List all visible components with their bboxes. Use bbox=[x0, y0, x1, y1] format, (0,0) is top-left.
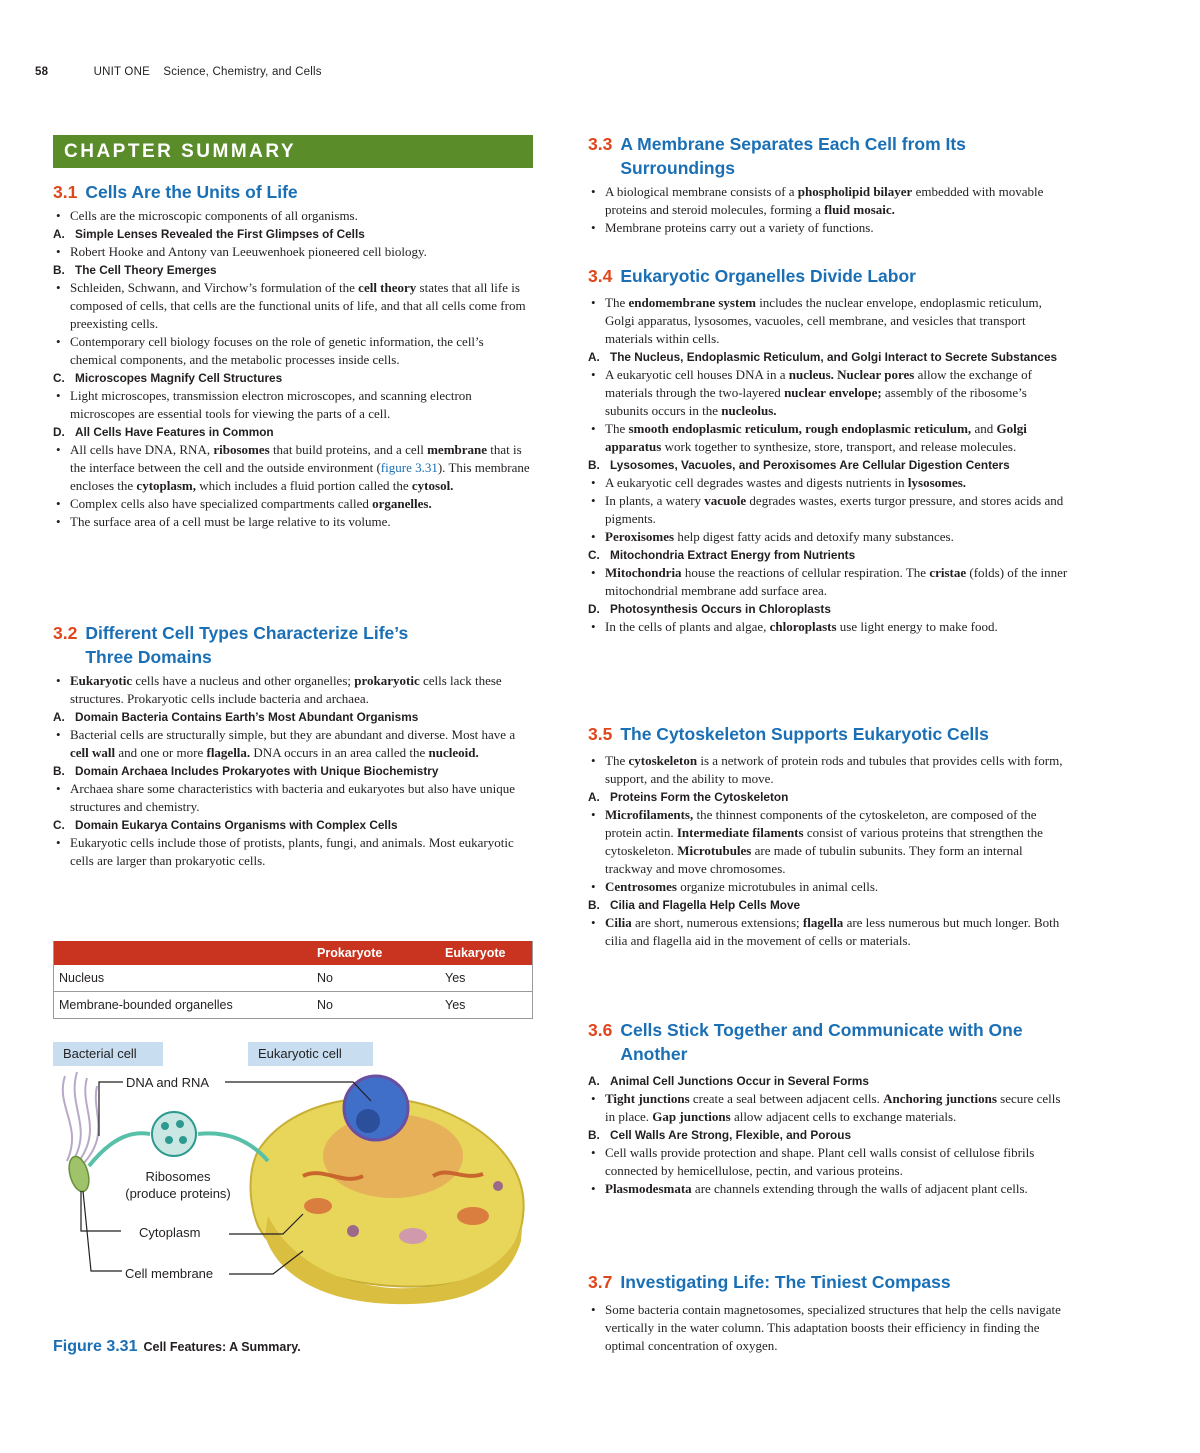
subheading: D. Photosynthesis Occurs in Chloroplasts bbox=[588, 602, 831, 616]
subheading: C. Mitochondria Extract Energy from Nutrients bbox=[588, 548, 856, 562]
section-heading bbox=[588, 264, 1070, 288]
bullet: • Eukaryotic cells include those of protists, plants, fungi, and animals. Most eukaryotic cells are larger than prokaryotic cells. bbox=[53, 834, 533, 870]
subheading: A. The Nucleus, Endoplasmic Reticulum, and Golgi Interact to Secrete Substances bbox=[588, 350, 1058, 364]
bullet: • In the cells of plants and algae, chloroplasts use light energy to make food. bbox=[588, 618, 1070, 636]
subheading: A. Proteins Form the Cytoskeleton bbox=[588, 790, 789, 804]
bullet: • Eukaryotic cells have a nucleus and other organelles; prokaryotic cells lack these structures. Prokaryotic cells include bacteria and archaea. bbox=[53, 672, 533, 708]
label-ribosomes-line1: Ribosomes bbox=[145, 1169, 211, 1184]
figure-caption bbox=[53, 1338, 301, 1356]
bullet: • All cells have DNA, RNA, ribosomes that build proteins, and a cell membrane that is the interface between the cell and the outside environment (figure 3.31). This membrane encloses the cytoplasm, which includes a fluid portion called the cytosol. bbox=[53, 441, 533, 495]
section-title: A Membrane Separates Each Cell from Its Surroundings bbox=[620, 134, 966, 178]
bullet: • Robert Hooke and Antony van Leeuwenhoek pioneered cell biology. bbox=[53, 243, 533, 261]
bullet: • The smooth endoplasmic reticulum, rough endoplasmic reticulum, and Golgi apparatus work together to synthesize, store, transport, and release molecules. bbox=[588, 420, 1070, 456]
bullet: • Some bacteria contain magnetosomes, specialized structures that help the cells navigate vertically in the water column. This adaptation boosts their efficiency in finding the optimal concentration of oxygen. bbox=[588, 1301, 1070, 1355]
section-heading bbox=[588, 722, 1070, 746]
eukaryotic-cell bbox=[251, 1076, 524, 1304]
section-title: Investigating Life: The Tiniest Compass bbox=[620, 1272, 951, 1292]
table-row bbox=[54, 992, 533, 1019]
bullet: • The surface area of a cell must be large relative to its volume. bbox=[53, 513, 533, 531]
section-3-6 bbox=[588, 1018, 1070, 1198]
unit-title: Science, Chemistry, and Cells bbox=[163, 66, 322, 78]
label-dna-rna: DNA and RNA bbox=[123, 1075, 212, 1090]
section-3-5 bbox=[588, 722, 1070, 950]
subheading: C. Microscopes Magnify Cell Structures bbox=[53, 371, 283, 385]
bullet: • A eukaryotic cell houses DNA in a nucleus. Nuclear pores allow the exchange of materials through the two-layered nuclear envelope; assembly of the ribosome’s subunits occurs in the nucleolus. bbox=[588, 366, 1070, 420]
table-cell: Yes bbox=[437, 965, 533, 992]
table-row bbox=[54, 965, 533, 992]
subheading: B. Cell Walls Are Strong, Flexible, and Porous bbox=[588, 1128, 852, 1142]
subheading: A. Animal Cell Junctions Occur in Several Forms bbox=[588, 1074, 869, 1088]
bullet: • Cells are the microscopic components of all organisms. bbox=[53, 207, 533, 225]
section-3-7 bbox=[588, 1270, 1070, 1355]
label-ribosomes bbox=[118, 1168, 238, 1202]
bullet: • The endomembrane system includes the nuclear envelope, endoplasmic reticulum, Golgi apparatus, lysosomes, vacuoles, cell membrane, and vesicles that transport materials within cells. bbox=[588, 294, 1070, 348]
section-number: 3.4 bbox=[588, 266, 613, 286]
table-cell: Membrane-bounded organelles bbox=[54, 992, 303, 1019]
bullet: • Membrane proteins carry out a variety of functions. bbox=[588, 219, 1070, 237]
section-title: The Cytoskeleton Supports Eukaryotic Cells bbox=[620, 724, 989, 744]
section-number: 3.7 bbox=[588, 1272, 613, 1292]
bacterial-flagella bbox=[63, 1072, 99, 1164]
section-3-1 bbox=[53, 180, 533, 531]
table-header: Eukaryote bbox=[437, 941, 533, 965]
label-cell-membrane: Cell membrane bbox=[122, 1266, 216, 1281]
bullet: • Archaea share some characteristics with bacteria and eukaryotes but also have unique structures and chemistry. bbox=[53, 780, 533, 816]
bullet: • Complex cells also have specialized compartments called organelles. bbox=[53, 495, 533, 513]
section-heading bbox=[53, 180, 533, 204]
label-cytoplasm: Cytoplasm bbox=[136, 1225, 203, 1240]
bullet: • Bacterial cells are structurally simple, but they are abundant and diverse. Most have a cell wall and one or more flagella. DNA occurs in an area called the nucleoid. bbox=[53, 726, 533, 762]
subheading: B. The Cell Theory Emerges bbox=[53, 263, 217, 277]
section-number: 3.1 bbox=[53, 182, 78, 202]
bullet: • Plasmodesmata are channels extending through the walls of adjacent plant cells. bbox=[588, 1180, 1070, 1198]
section-heading bbox=[588, 1018, 1070, 1066]
table-header-row bbox=[54, 941, 533, 965]
section-number: 3.2 bbox=[53, 623, 78, 643]
chapter-summary-banner: CHAPTER SUMMARY bbox=[53, 135, 533, 168]
table-cell: No bbox=[302, 992, 437, 1019]
bullet: • Centrosomes organize microtubules in animal cells. bbox=[588, 878, 1070, 896]
figure-title: Cell Features: A Summary. bbox=[143, 1340, 301, 1354]
bullet: • A biological membrane consists of a phospholipid bilayer embedded with movable proteins and steroid molecules, forming a fluid mosaic. bbox=[588, 183, 1070, 219]
table-header bbox=[54, 941, 303, 965]
section-3-4 bbox=[588, 264, 1070, 636]
ribosome-inset bbox=[89, 1112, 268, 1166]
section-number: 3.3 bbox=[588, 134, 613, 154]
table-cell: Nucleus bbox=[54, 965, 303, 992]
page-number: 58 bbox=[35, 66, 49, 78]
section-title: Cells Are the Units of Life bbox=[85, 182, 298, 202]
section-number: 3.5 bbox=[588, 724, 613, 744]
section-3-2 bbox=[53, 621, 533, 870]
running-head bbox=[35, 66, 322, 78]
comparison-table bbox=[53, 941, 533, 1019]
section-3-3 bbox=[588, 132, 1070, 237]
table-header: Prokaryote bbox=[302, 941, 437, 965]
subheading: B. Cilia and Flagella Help Cells Move bbox=[588, 898, 801, 912]
bacterium bbox=[66, 1154, 93, 1193]
eukaryotic-cell-tag: Eukaryotic cell bbox=[248, 1042, 373, 1066]
subheading: C. Domain Eukarya Contains Organisms with Complex Cells bbox=[53, 818, 398, 832]
bullet: • Microfilaments, the thinnest components of the cytoskeleton, are composed of the protein actin. Intermediate filaments consist of various proteins that strengthen the cytoskeleton. Microtubules are made of tubulin subunits. They form an internal trackway and move chromosomes. bbox=[588, 806, 1070, 878]
section-title: Eukaryotic Organelles Divide Labor bbox=[620, 266, 916, 286]
section-heading bbox=[588, 132, 1070, 180]
bacterial-cell-tag: Bacterial cell bbox=[53, 1042, 163, 1066]
section-heading bbox=[588, 1270, 1070, 1294]
unit-label: UNIT ONE bbox=[93, 66, 150, 78]
subheading: B. Lysosomes, Vacuoles, and Peroxisomes Are Cellular Digestion Centers bbox=[588, 458, 1010, 472]
figure-link[interactable]: figure 3.31 bbox=[380, 460, 438, 475]
bullet: • In plants, a watery vacuole degrades wastes, exerts turgor pressure, and stores acids and pigments. bbox=[588, 492, 1070, 528]
section-title: Different Cell Types Characterize Life’s Three Domains bbox=[85, 623, 409, 667]
bullet: • The cytoskeleton is a network of protein rods and tubules that provides cells with form, support, and the ability to move. bbox=[588, 752, 1070, 788]
section-number: 3.6 bbox=[588, 1020, 613, 1040]
bullet: • Light microscopes, transmission electron microscopes, and scanning electron microscopes are essential tools for viewing the parts of a cell. bbox=[53, 387, 533, 423]
bullet: • Schleiden, Schwann, and Virchow’s formulation of the cell theory states that all life is composed of cells, that cells are the functional units of life, and that all cells come from preexisting cells. bbox=[53, 279, 533, 333]
bullet: • A eukaryotic cell degrades wastes and digests nutrients in lysosomes. bbox=[588, 474, 1070, 492]
bullet: • Cilia are short, numerous extensions; flagella are less numerous but much longer. Both cilia and flagella aid in the movement of cells or materials. bbox=[588, 914, 1070, 950]
figure-number: Figure 3.31 bbox=[53, 1338, 138, 1355]
bullet: • Contemporary cell biology focuses on the role of genetic information, the cell’s chemical components, and the metabolic processes inside cells. bbox=[53, 333, 533, 369]
subheading: D. All Cells Have Features in Common bbox=[53, 425, 274, 439]
section-title: Cells Stick Together and Communicate with One Another bbox=[620, 1020, 1023, 1064]
subheading: B. Domain Archaea Includes Prokaryotes with Unique Biochemistry bbox=[53, 764, 439, 778]
table-cell: No bbox=[302, 965, 437, 992]
bullet: • Mitochondria house the reactions of cellular respiration. The cristae (folds) of the inner mitochondrial membrane add surface area. bbox=[588, 564, 1070, 600]
subheading: A. Simple Lenses Revealed the First Glimpses of Cells bbox=[53, 227, 365, 241]
bullet: • Tight junctions create a seal between adjacent cells. Anchoring junctions secure cells in place. Gap junctions allow adjacent cells to exchange materials. bbox=[588, 1090, 1070, 1126]
subheading: A. Domain Bacteria Contains Earth’s Most Abundant Organisms bbox=[53, 710, 419, 724]
bullet: • Peroxisomes help digest fatty acids and detoxify many substances. bbox=[588, 528, 1070, 546]
section-heading bbox=[53, 621, 533, 669]
label-ribosomes-line2: (produce proteins) bbox=[125, 1186, 231, 1201]
table-cell: Yes bbox=[437, 992, 533, 1019]
bullet: • Cell walls provide protection and shape. Plant cell walls consist of cellulose fibrils connected by hemicellulose, pectin, and various proteins. bbox=[588, 1144, 1070, 1180]
